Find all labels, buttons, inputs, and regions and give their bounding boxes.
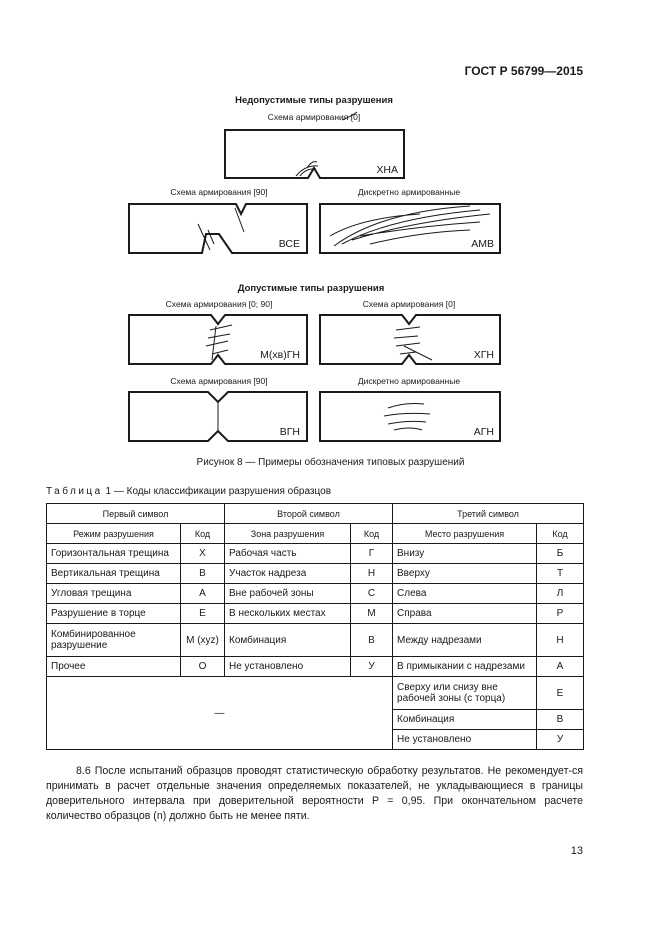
table-cell: Угловая трещина — [47, 584, 181, 604]
unacceptable-title: Недопустимые типы разрушения — [235, 95, 393, 106]
specimen-label: Схема армирования [90] — [170, 187, 268, 197]
table-cell: Н — [351, 564, 393, 584]
table-cell: С — [351, 584, 393, 604]
specimen-code: ХГН — [473, 349, 494, 361]
table-cell: Е — [181, 604, 225, 624]
table-cell: Комбинация — [393, 710, 537, 730]
specimen-code: АГН — [473, 426, 494, 438]
document-header: ГОСТ Р 56799—2015 — [464, 64, 583, 78]
table-cell: В нескольких местах — [225, 604, 351, 624]
table-row — [47, 584, 584, 604]
column-header: Зона разрушения — [225, 524, 351, 544]
figure-caption: Рисунок 8 — Примеры обозначения типовых разрушений — [196, 457, 465, 468]
table-cell: В — [351, 624, 393, 657]
table-cell: Вне рабочей зоны — [225, 584, 351, 604]
specimen-label: Дискретно армированные — [357, 376, 461, 386]
table-cell: Не установлено — [393, 730, 537, 750]
empty-merged-cell: — — [47, 677, 393, 750]
page-number: 13 — [570, 845, 583, 857]
table-group-header-row — [47, 504, 584, 524]
table-row — [47, 544, 584, 564]
table-cell: У — [351, 657, 393, 677]
table-cell: А — [537, 657, 584, 677]
table-cell: Е — [537, 677, 584, 710]
crack-lines — [394, 327, 432, 360]
table-cell: М — [351, 604, 393, 624]
table-cell: Между надрезами — [393, 624, 537, 657]
acceptable-title: Допустимые типы разрушения — [237, 283, 385, 294]
table-cell: Н — [537, 624, 584, 657]
table-cell: Б — [537, 544, 584, 564]
table-cell: Комбинированное разрушение — [47, 624, 181, 657]
group-header: Второй символ — [225, 504, 393, 524]
table-cell: Слева — [393, 584, 537, 604]
table-cell: В — [537, 710, 584, 730]
table-cell: Вертикальная трещина — [47, 564, 181, 584]
group-header: Третий символ — [393, 504, 584, 524]
table-sub-header-row — [47, 524, 584, 544]
table-cell: Р — [537, 604, 584, 624]
column-header: Режим разрушения — [47, 524, 181, 544]
table-cell: Разрушение в торце — [47, 604, 181, 624]
column-header: Код — [351, 524, 393, 544]
column-header: Код — [537, 524, 584, 544]
table-row — [47, 657, 584, 677]
crack-lines — [296, 162, 318, 176]
crack-lines — [330, 206, 490, 246]
table-cell: Т — [537, 564, 584, 584]
section-paragraph — [46, 764, 583, 824]
table-title-rest: 1 — Коды классификации разрушения образцов — [102, 486, 332, 497]
specimen-code: ВГН — [279, 426, 300, 438]
specimen-label: Схема армирования [90] — [170, 376, 268, 386]
table-cell: X — [181, 544, 225, 564]
table-cell: Вверху — [393, 564, 537, 584]
table-cell: Г — [351, 544, 393, 564]
column-header: Место разрушения — [393, 524, 537, 544]
table-cell: В — [181, 564, 225, 584]
table-cell: Рабочая часть — [225, 544, 351, 564]
paragraph-text: 8.6 После испытаний образцов проводят статистическую обработку результатов. Не рекомендует-ся принимать в расчет отдельные значения определяемых показателей, не укладывающиеся в границы доверительного интервала при доверительной вероятности P = 0,95. При окончательном расчете количество образцов (n) должно быть не менее пяти. — [46, 765, 583, 822]
table-cell: Прочее — [47, 657, 181, 677]
table-title-prefix: Таблица — [46, 486, 103, 497]
table-row — [47, 624, 584, 657]
table-cell: Сверху или снизу вне рабочей зоны (с торца) — [393, 677, 537, 710]
table-row — [47, 677, 584, 710]
table-cell: Внизу — [393, 544, 537, 564]
group-header: Первый символ — [47, 504, 225, 524]
table-cell: Комбинация — [225, 624, 351, 657]
table-cell: Участок надреза — [225, 564, 351, 584]
classification-table — [46, 503, 584, 750]
table-row — [47, 564, 584, 584]
specimen-code: ХНА — [376, 164, 398, 176]
table-cell: О — [181, 657, 225, 677]
crack-lines — [384, 404, 430, 431]
table-cell: А — [181, 584, 225, 604]
column-header: Код — [181, 524, 225, 544]
table-cell: Справа — [393, 604, 537, 624]
table-cell: В примыкании с надрезами — [393, 657, 537, 677]
specimen-code: АМВ — [471, 238, 494, 250]
specimen-code: ВСЕ — [278, 238, 300, 250]
table-cell: Горизонтальная трещина — [47, 544, 181, 564]
specimen-label: Схема армирования [0] — [267, 112, 361, 122]
specimen-code: М(хв)ГН — [260, 349, 300, 361]
table-cell: У — [537, 730, 584, 750]
specimen-label: Схема армирования [0; 90] — [165, 299, 273, 309]
table-cell: Л — [537, 584, 584, 604]
table-title — [46, 486, 331, 497]
table-cell: М (xyz) — [181, 624, 225, 657]
table-row — [47, 604, 584, 624]
failure-diagram — [0, 0, 661, 460]
table-cell: Не установлено — [225, 657, 351, 677]
specimen-label: Схема армирования [0] — [362, 299, 456, 309]
specimen-label: Дискретно армированные — [357, 187, 461, 197]
